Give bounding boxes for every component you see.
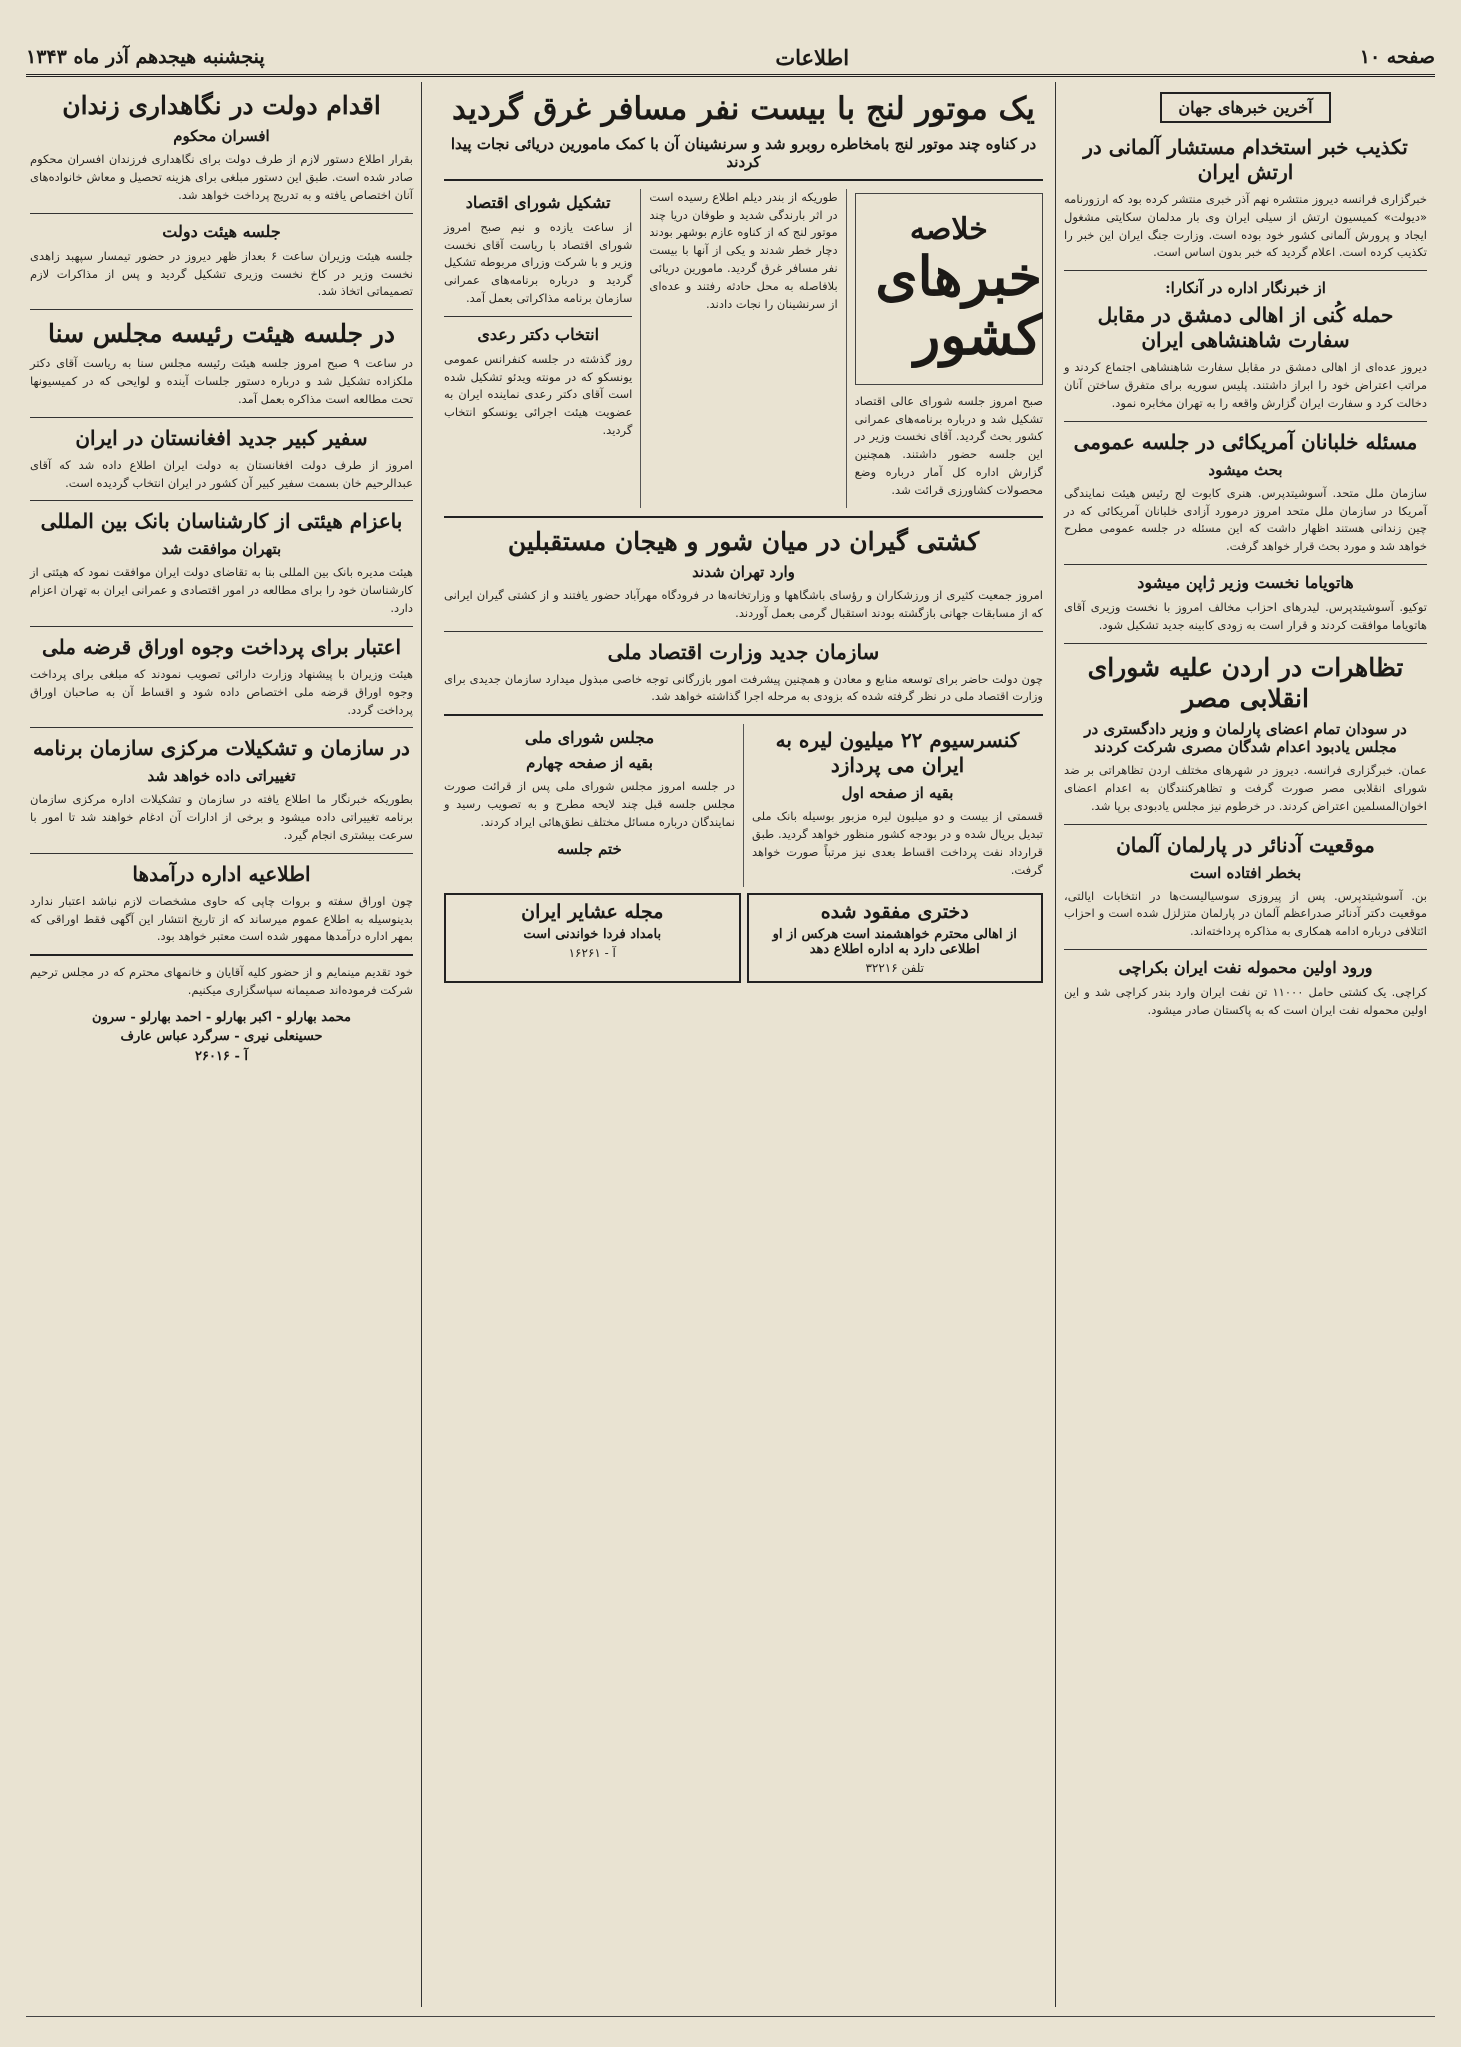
ad-text: بامداد فردا خواندنی است [523, 927, 662, 943]
masthead [26, 40, 1435, 77]
center-subcolumn [752, 724, 1043, 887]
session-end: ختم جلسه [557, 839, 622, 858]
divider [30, 309, 413, 310]
article-subhead: وارد تهران شدند [692, 562, 795, 581]
article-body: هیئت وزیران با پیشنهاد وزارت دارائی تصویب نمودند که مبلغی برای پرداخت وجوه اوراق قرضه ملی اختصاص داده شود و اقساط آن به صاحبان اوراق پرداخت گردد. [30, 666, 413, 717]
logo-big-text: خبرهای کشور [875, 243, 1042, 368]
article-body: عمان. خبرگزاری فرانسه. دیروز در شهرهای مختلف اردن تظاهراتی بر ضد شورای انقلابی مصر صورت گرفت و تظاهرکنندگان به اعدام اعضای اخوان‌المسلمین اعتراض کردند. در خرطوم نیز مجلس یادبودی برپا شد. [1064, 763, 1427, 813]
center-bottom-grid [444, 724, 1043, 887]
lead-subhead: در کناوه چند موتور لنج بامخاطره روبرو شد و سرنشینان آن با کمک مامورین دریائی نجات پیدا کردند [450, 134, 1037, 171]
article-subhead: بقیه از صفحه چهارم [526, 754, 653, 773]
article-headline: کشتی گیران در میان شور و هیجان مستقبلین [507, 526, 980, 556]
left-column [22, 82, 422, 2007]
article-headline: انتخاب دکتر رعدی [477, 324, 600, 344]
article-body: خبرگزاری فرانسه دیروز منتشره نهم آذر خبری منتشر کرده بود که ارزورنامه «دیولت» کمیسیون ارتش از سیلی ایران وی بار مدلمان سکایتی مشغول ایجاد و پرورش آلمانی کشور خود بوده است. وزارت جنگ ایران این خبر را تکذیب کرده است. اعلام گردید که خبر بدون اساس است. [1064, 192, 1427, 260]
article-body: در ساعت ۹ صبح امروز جلسه هیئت رئیسه مجلس سنا به ریاست آقای دکتر ملکزاده تشکیل شد و درباره دستور جلسات آینده و لوایحی که در کمیسیونها تحت مطالعه است مذاکره بعمل آمد. [30, 356, 414, 406]
footer-strip [26, 2016, 1435, 2039]
article-body: روز گذشته در جلسه کنفرانس عمومی یونسکو که در مونته ویدئو تشکیل شده است آقای دکتر رعدی نماینده ایران به عضویت هیئت اجرائی یونسکو انتخاب گردید. [444, 351, 633, 438]
advertisement [747, 893, 1044, 983]
article-headline: هاتویاما نخست وزیر ژاپن میشود [1137, 572, 1354, 592]
article-body: هیئت مدیره بانک بین المللی بنا به تقاضای دولت ایران موافقت نمود که هیئتی از کارشناسان خود را برای مطالعه در امور اقتصادی و عمرانی ایران به تهران اعزام دارد. [30, 565, 413, 616]
divider [30, 853, 413, 854]
article-headline: موقعیت آدنائر در پارلمان آلمان [1116, 832, 1375, 857]
article-body: صبح امروز جلسه شورای عالی اقتصاد تشکیل شد و درباره برنامه‌های عمرانی کشور بحث گردید. آقای نخست وزیر در این جلسه حضور داشتند. همچنین گزارش اداره کل آمار درباره وضع محصولات کشاورزی قرائت شد. [854, 393, 1043, 497]
article-headline: تظاهرات در اردن علیه شورای انقلابی مصر [1087, 652, 1404, 713]
divider [1064, 421, 1427, 422]
article-body: در جلسه امروز مجلس شورای ملی پس از قرائت صورت مجلس جلسه قبل چند لایحه مطرح و به تصویب رسید و نمایندگان درباره مسائل مختلف نطق‌هائی ایراد کردند. [444, 779, 735, 829]
divider [444, 316, 632, 317]
article-body: بن. آسوشیتدپرس. پس از پیروزی سوسیالیست‌ها در انتخابات ایالتی، موقعیت دکتر آدنائر صدراعظم آلمان در پارلمان متزلزل شده است و احزاب ائتلافی درباره ادامه همکاری به مذاکره پرداخته‌اند. [1064, 888, 1427, 939]
article-headline: مجلس شورای ملی [524, 728, 655, 748]
right-column [1055, 82, 1435, 2007]
center-top-grid [444, 189, 1043, 508]
world-news-label: آخرین خبرهای جهان [1160, 92, 1330, 123]
logo-small-text: خلاصه [909, 211, 988, 247]
article-headline: در سازمان و تشکیلات مرکزی سازمان برنامه [33, 736, 410, 761]
divider [1064, 270, 1427, 271]
article-body: دیروز عده‌ای از اهالی دمشق در مقابل سفارت شاهنشاهی اجتماع کردند و مراتب اعتراض خود را ابراز داشتند. پلیس سوریه برای متفرق ساختن آنان دخالت کرد و سفارت ایران گزارش واقعه را به تهران مخابره نمود. [1064, 360, 1427, 410]
divider [444, 631, 1043, 632]
paper-name: اطلاعات [775, 44, 850, 70]
article-body: امروز از طرف دولت افغانستان به دولت ایران اطلاع داده شد که آقای عبدالرحیم خان بسمت سفیر کبیر آن کشور در ایران انتخاب گردیده است. [30, 457, 413, 490]
ad-title: دختری مفقود شده [820, 901, 969, 924]
article-headline: تکذیب خبر استخدام مستشار آلمانی در ارتش ایران [1083, 135, 1408, 184]
article-headline: اعتبار برای پرداخت وجوه اوراق قرضه ملی [41, 634, 402, 659]
article-headline: کنسرسیوم ۲۲ میلیون لیره به ایران می پردازد [775, 728, 1020, 778]
center-subcolumn [444, 189, 641, 508]
center-subcolumn [444, 724, 744, 887]
issue-date: پنجشنبه هیجدهم آذر ماه ۱۳۴۳ [26, 46, 265, 68]
notice-body: خود تقدیم مینمایم و از حضور کلیه آقایان و خانمهای محترم که در مجلس ترحیم شرکت فرموده‌اند صمیمانه سپاسگزاری میکنیم. [30, 965, 413, 997]
divider [1064, 949, 1427, 950]
article-body: طوریکه از بندر دیلم اطلاع رسیده است در اثر بارندگی شدید و طوفان دریا چند موتور لنج که از کناوه عازم بوشهر بودند دچار خطر شدند و یکی از آنها با بیست نفر مسافر غرق گردید. مامورین دریائی بلافاصله به محل حادثه رفتند و عده‌ای از سرنشینان را نجات دادند. [649, 189, 838, 311]
article-body: چون اوراق سفته و بروات چاپی که حاوی مشخصات لازم نباشد اعتبار ندارد بدینوسیله به اطلاع عموم میرساند که از تاریخ انتشار این آگهی فقط اوراقی که بمهر اداره درآمدها ممهور شده است معتبر خواهد بود. [30, 893, 413, 944]
center-column [436, 82, 1051, 2007]
divider [30, 417, 413, 418]
article-subhead: تغییراتی داده خواهد شد [147, 767, 296, 786]
news-summary-logo [855, 193, 1043, 385]
article-headline: تشکیل شورای اقتصاد [465, 192, 611, 212]
article-body: از ساعت یازده و نیم صبح امروز شورای اقتصاد با ریاست آقای نخست وزیر و با شرکت وزرای مربوطه تشکیل گردید و درباره برنامه‌های عمرانی سازمان برنامه مذاکراتی بعمل آمد. [444, 219, 633, 305]
divider [30, 626, 413, 627]
article-headline: مسئله خلبانان آمریکائی در جلسه عمومی [1073, 429, 1418, 454]
divider [30, 500, 413, 501]
signature-line: حسینعلی نیری - سرگرد عباس عارف [120, 1029, 323, 1045]
divider [444, 179, 1043, 181]
ad-title: مجله عشایر ایران [521, 901, 664, 924]
article-subhead: افسران محکوم [173, 127, 270, 146]
ad-phone: آ - ۱۶۲۶۱ [568, 946, 616, 961]
article-headline: در جلسه هیئت رئیسه مجلس سنا [47, 319, 396, 349]
article-kicker: از خبرنگار اداره در آنکارا: [1165, 279, 1326, 298]
article-headline: جلسه هیئت دولت [162, 221, 281, 241]
article-body: بطوریکه خبرنگار ما اطلاع یافته در سازمان و تشکیلات اداره مرکزی سازمان برنامه تغییراتی داده میشود و برخی از ادارات آن ادغام خواهند شد تا امور با سرعت بیشتری انجام گیرد. [30, 792, 413, 842]
center-subcolumn [855, 189, 1043, 508]
divider [1064, 643, 1427, 644]
divider [1064, 564, 1427, 565]
article-subhead: بخطر افتاده است [1189, 863, 1302, 882]
article-body: بقرار اطلاع دستور لازم از طرف دولت برای نگاهداری فرزندان افسران محکوم صادر شده است. طبق این دستور مبلغی برای هزینه تحصیل و معاش خانواده‌های آنان اختصاص یافته و به تدریج پرداخت خواهد شد. [30, 152, 413, 202]
article-body: امروز جمعیت کثیری از ورزشکاران و رؤسای باشگاهها و وزارتخانه‌ها در فرودگاه مهرآباد حضور یافتند و از کشتی گیران ایرانی که از مسابقات جهانی بازگشته بودند استقبال گرمی بعمل آوردند. [444, 587, 1043, 620]
article-headline: سازمان جدید وزارت اقتصاد ملی [607, 639, 880, 664]
divider [30, 954, 413, 956]
advertisement [444, 893, 741, 983]
article-subhead: بتهران موافقت شد [161, 540, 282, 559]
divider [30, 213, 413, 214]
article-body: سازمان ملل متحد. آسوشیتدپرس. هنری کابوت لج رئیس هیئت نمایندگی آمریکا در سازمان ملل متحد امروز درمورد آزادی خلبانان آمریکائی که در چین زندانی هستند اظهار داشت که این مسئله در جلسه عمومی مطرح خواهد شد و مورد بحث قرار خواهد گرفت. [1064, 485, 1427, 554]
article-body: قسمتی از بیست و دو میلیون لیره مزبور بوسیله بانک ملی تبدیل بریال شده و در بودجه کشور منظور خواهد گردید. طبق قرارداد نفت پرداخت اقساط بعدی نیز مرتباً صورت خواهد گرفت. [752, 809, 1043, 877]
article-body: توکیو. آسوشیتدپرس. لیدرهای احزاب مخالف امروز با نخست وزیری آقای هاتویاما موافقت کردند و قرار است به زودی کابینه جدید تشکیل شود. [1064, 599, 1427, 632]
ad-text: از اهالی محترم خواهشمند است هرکس از او اطلاعی دارد به اداره اطلاع دهد [772, 927, 1017, 958]
ad-phone: تلفن ۳۲۲۱۶ [865, 961, 925, 976]
article-headline: حمله کُنی از اهالی دمشق در مقابل سفارت شاهنشاهی ایران [1097, 303, 1394, 353]
divider [1064, 824, 1427, 825]
article-headline: سفیر کبیر جدید افغانستان در ایران [75, 425, 368, 450]
signature-line: محمد بهارلو - اکبر بهارلو - احمد بهارلو - سرون [92, 1009, 351, 1025]
article-subhead: در سودان تمام اعضای پارلمان و وزیر دادگستری در مجلس یادبود اعدام شدگان مصری شرکت کردند [1084, 720, 1407, 757]
center-subcolumn [649, 189, 846, 508]
ad-row [444, 893, 1043, 983]
article-subhead: بحث میشود [1208, 460, 1283, 479]
notice-code: آ - ۲۶۰۱۶ [195, 1048, 248, 1064]
article-headline: باعزام هیئتی از کارشناسان بانک بین المللی [40, 509, 403, 534]
article-headline: اقدام دولت در نگاهداری زندان [62, 91, 381, 120]
article-subhead: بقیه از صفحه اول [841, 784, 954, 803]
article-headline: اطلاعیه اداره درآمدها [132, 861, 311, 886]
page-number: صفحه ۱۰ [1359, 46, 1435, 68]
article-body: چون دولت حاضر برای توسعه منابع و معادن و همچنین پیشرفت امور بازرگانی توجه خاصی مبذول میدارد سازمان جدیدی برای وزارت اقتصاد ملی در نظر گرفته شده که بزودی به مرحله اجرا گذاشته خواهد شد. [444, 671, 1043, 704]
divider [444, 516, 1043, 518]
divider [444, 714, 1043, 716]
article-headline: ورود اولین محموله نفت ایران بکراچی [1118, 957, 1373, 977]
article-body: جلسه هیئت وزیران ساعت ۶ بعداز ظهر دیروز در حضور تیمسار سپهبد زاهدی نخست وزیر در کاخ نخست وزیری تشکیل گردید و پس از مذاکرات لازم تصمیماتی اتخاذ شد. [30, 248, 413, 299]
article-body: کراچی. یک کشتی حامل ۱۱۰۰۰ تن نفت ایران وارد بندر کراچی شد و این اولین محموله نفت ایران است که به پاکستان صادر میشود. [1064, 984, 1427, 1017]
divider [30, 727, 413, 728]
lead-headline: یک موتور لنج با بیست نفر مسافر غرق گردید [452, 91, 1035, 127]
notice-signature [30, 1008, 413, 1067]
